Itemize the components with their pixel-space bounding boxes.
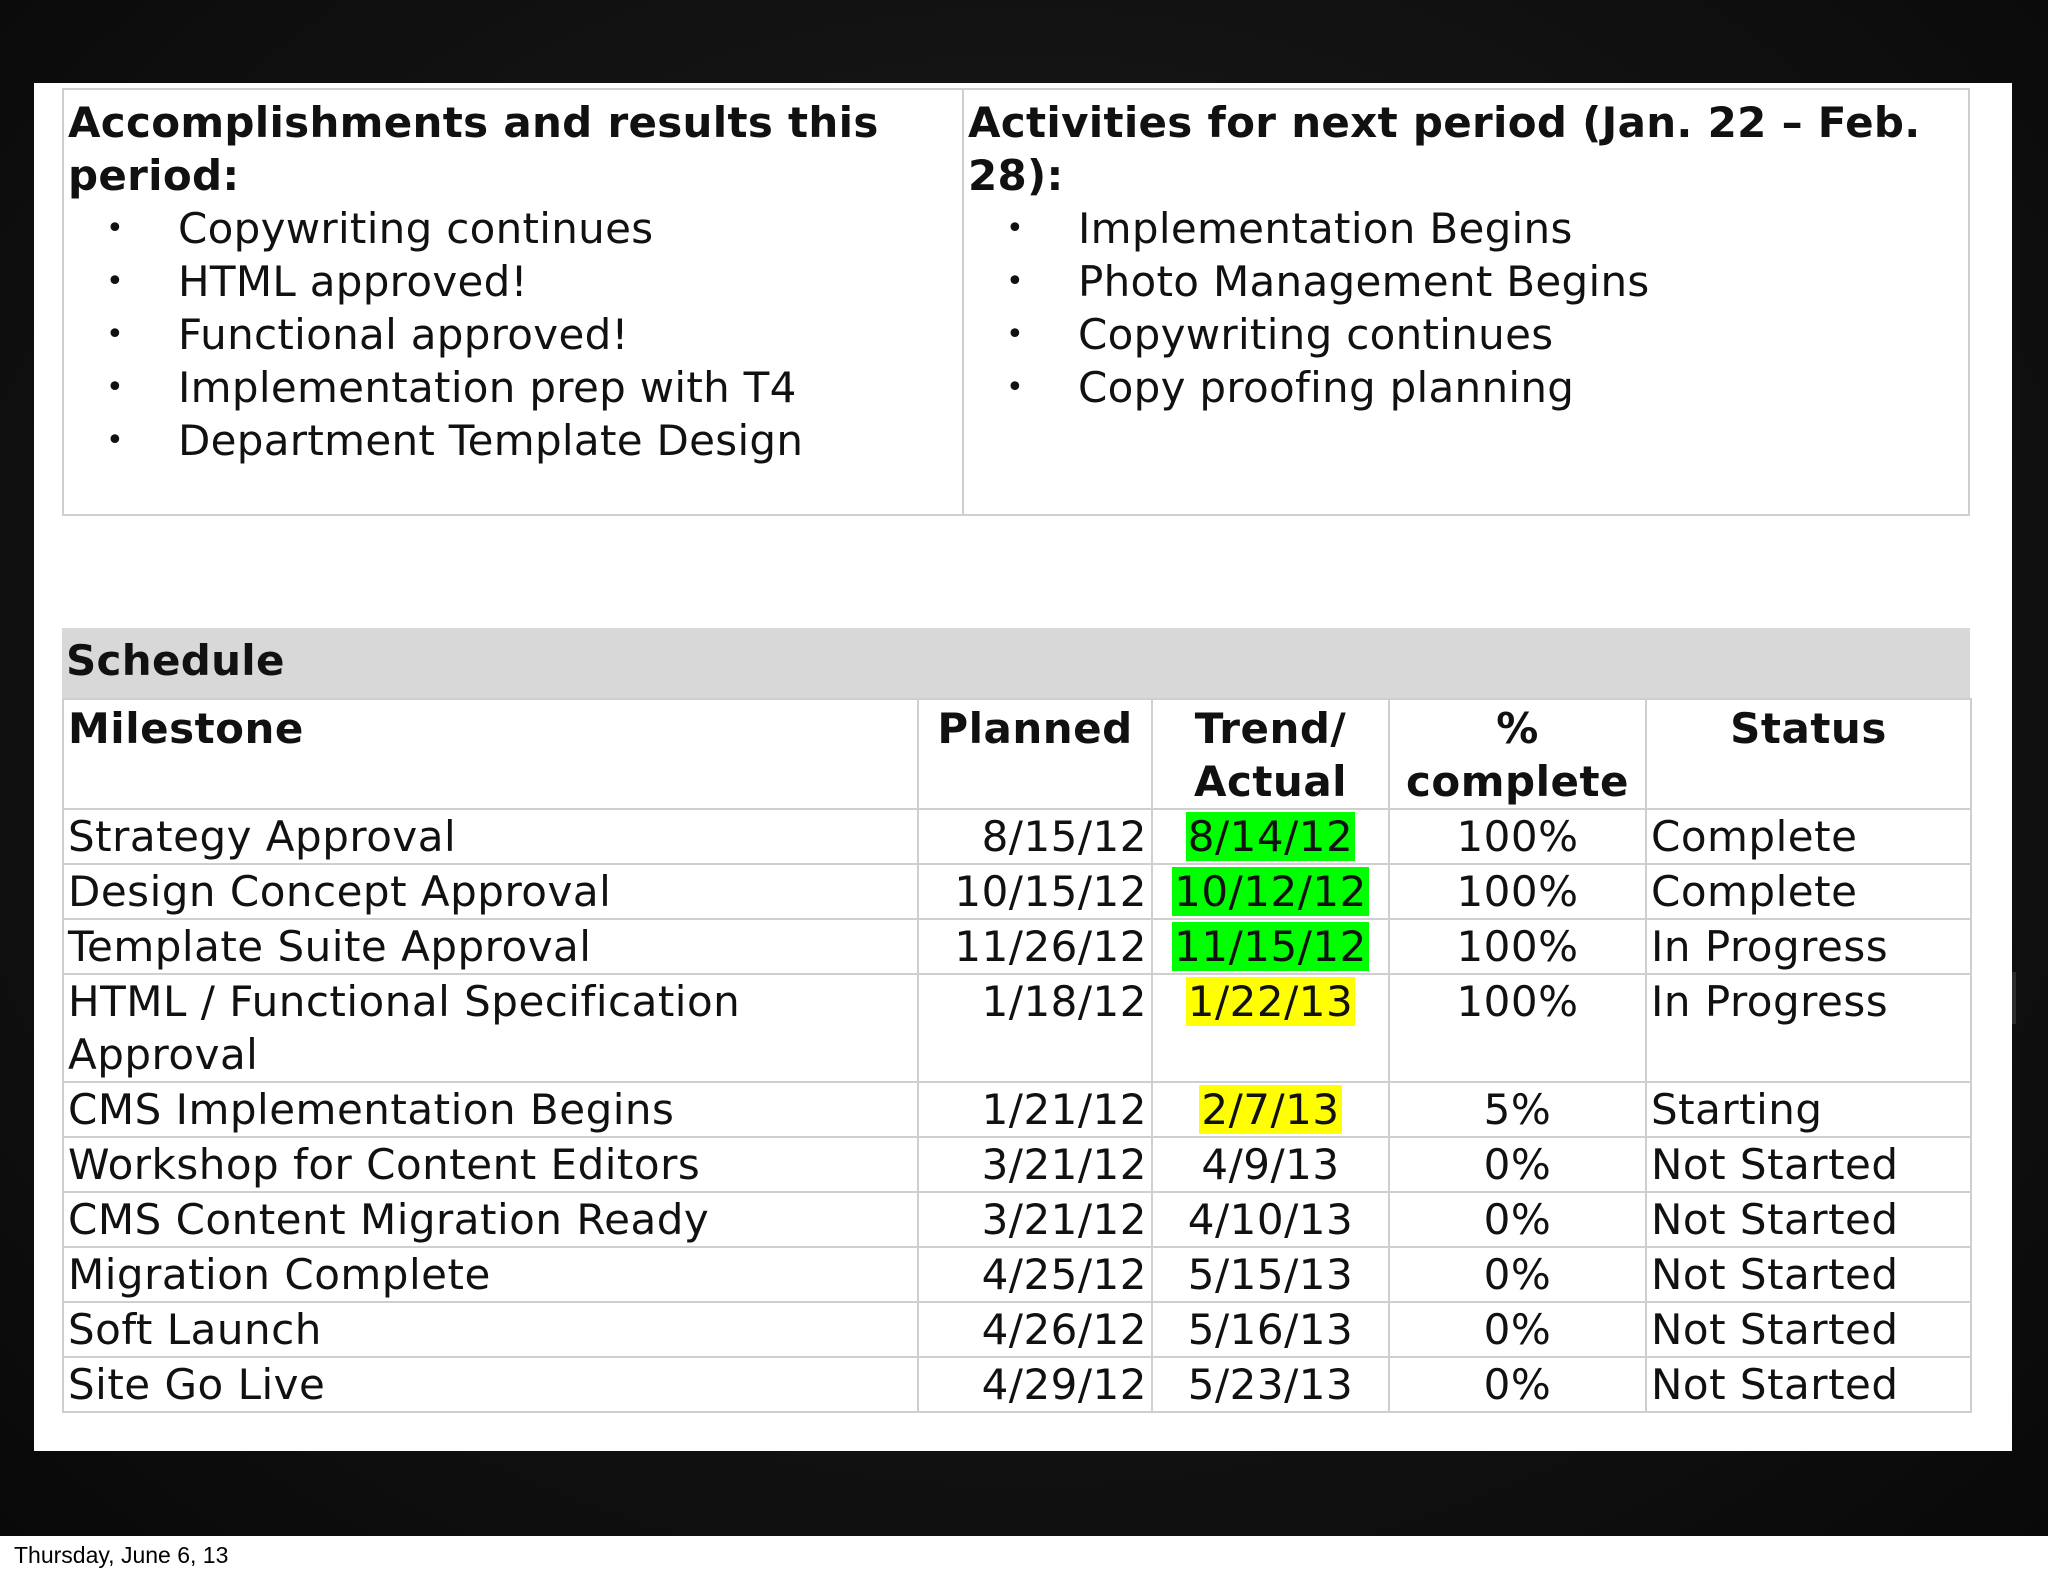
column-header-percent-complete: % complete — [1389, 699, 1646, 809]
bullet-icon: • — [106, 211, 124, 246]
trend-actual-value: 10/12/12 — [1174, 867, 1367, 916]
trend-actual-value: 11/15/12 — [1174, 922, 1367, 971]
percent-complete-cell: 5% — [1389, 1082, 1646, 1137]
accomplishments-list — [68, 202, 962, 467]
accomplishment-item — [68, 255, 962, 308]
status-cell: Not Started — [1646, 1192, 1971, 1247]
milestone-cell: Soft Launch — [63, 1302, 918, 1357]
status-summary-box — [62, 88, 1970, 516]
planned-date-cell: 1/21/12 — [918, 1082, 1152, 1137]
activity-item-text: Copywriting continues — [1078, 310, 1554, 359]
milestone-cell: Template Suite Approval — [63, 919, 918, 974]
schedule-row — [63, 919, 1971, 974]
percent-complete-cell: 0% — [1389, 1302, 1646, 1357]
planned-date-cell: 3/21/12 — [918, 1137, 1152, 1192]
trend-actual-value: 5/23/13 — [1187, 1360, 1354, 1409]
planned-date-cell: 4/25/12 — [918, 1247, 1152, 1302]
footer-strip — [0, 1536, 2048, 1576]
bullet-icon: • — [1006, 211, 1024, 246]
trend-actual-value: 4/10/13 — [1187, 1195, 1354, 1244]
bullet-icon: • — [1006, 370, 1024, 405]
milestone-cell: Strategy Approval — [63, 809, 918, 864]
milestone-cell: Workshop for Content Editors — [63, 1137, 918, 1192]
activity-item-text: Photo Management Begins — [1078, 257, 1650, 306]
accomplishments-heading: Accomplishments and results this period: — [68, 98, 879, 200]
percent-complete-cell: 0% — [1389, 1137, 1646, 1192]
trend-actual-value: 1/22/13 — [1187, 977, 1354, 1026]
accomplishment-item-text: Implementation prep with T4 — [178, 363, 797, 412]
column-header-trend-actual: Trend/ Actual — [1152, 699, 1389, 809]
trend-actual-cell — [1152, 1247, 1389, 1302]
planned-date-cell: 3/21/12 — [918, 1192, 1152, 1247]
accomplishment-item-text: Copywriting continues — [178, 204, 654, 253]
accomplishment-item — [68, 202, 962, 255]
activities-list — [968, 202, 1968, 414]
milestone-cell: Migration Complete — [63, 1247, 918, 1302]
trend-actual-cell — [1152, 1192, 1389, 1247]
column-header-milestone: Milestone — [63, 699, 918, 809]
trend-actual-cell — [1152, 1357, 1389, 1412]
activities-heading: Activities for next period (Jan. 22 – Feb. 28): — [968, 98, 1921, 200]
schedule-row — [63, 974, 1971, 1082]
trend-actual-value: 8/14/12 — [1187, 812, 1354, 861]
activity-item-text: Implementation Begins — [1078, 204, 1573, 253]
activity-item — [968, 308, 1968, 361]
schedule-header-row — [63, 699, 1971, 809]
schedule-row — [63, 1082, 1971, 1137]
schedule-row — [63, 1192, 1971, 1247]
status-cell: Not Started — [1646, 1247, 1971, 1302]
activity-item — [968, 255, 1968, 308]
milestone-cell: CMS Content Migration Ready — [63, 1192, 918, 1247]
percent-complete-cell: 0% — [1389, 1357, 1646, 1412]
schedule-row — [63, 1302, 1971, 1357]
percent-complete-cell: 100% — [1389, 864, 1646, 919]
accomplishment-item — [68, 361, 962, 414]
bullet-icon: • — [1006, 264, 1024, 299]
schedule-row — [63, 1247, 1971, 1302]
accomplishment-item-text: Department Template Design — [178, 416, 804, 465]
milestone-cell: HTML / Functional Specification Approval — [63, 974, 918, 1082]
column-header-planned: Planned — [918, 699, 1152, 809]
schedule-row — [63, 1357, 1971, 1412]
trend-actual-cell — [1152, 1082, 1389, 1137]
planned-date-cell: 4/29/12 — [918, 1357, 1152, 1412]
accomplishment-item — [68, 308, 962, 361]
activities-column — [964, 90, 1968, 514]
footer-date: Thursday, June 6, 13 — [14, 1542, 229, 1568]
trend-actual-value: 2/7/13 — [1201, 1085, 1340, 1134]
status-cell: Complete — [1646, 864, 1971, 919]
trend-actual-cell — [1152, 1302, 1389, 1357]
percent-complete-cell: 100% — [1389, 919, 1646, 974]
activity-item — [968, 361, 1968, 414]
bullet-icon: • — [106, 317, 124, 352]
status-cell: Complete — [1646, 809, 1971, 864]
schedule-table — [62, 698, 1972, 1413]
trend-actual-value: 4/9/13 — [1201, 1140, 1340, 1189]
column-header-status: Status — [1646, 699, 1971, 809]
milestone-cell: Site Go Live — [63, 1357, 918, 1412]
trend-actual-cell — [1152, 1137, 1389, 1192]
trend-actual-cell — [1152, 864, 1389, 919]
status-cell: Not Started — [1646, 1302, 1971, 1357]
status-cell: Starting — [1646, 1082, 1971, 1137]
planned-date-cell: 8/15/12 — [918, 809, 1152, 864]
planned-date-cell: 4/26/12 — [918, 1302, 1152, 1357]
status-cell: In Progress — [1646, 974, 1971, 1082]
percent-complete-cell: 0% — [1389, 1247, 1646, 1302]
activity-item — [968, 202, 1968, 255]
milestone-cell: Design Concept Approval — [63, 864, 918, 919]
trend-actual-cell — [1152, 974, 1389, 1082]
percent-complete-cell: 100% — [1389, 974, 1646, 1082]
schedule-body — [63, 809, 1971, 1412]
percent-complete-cell: 100% — [1389, 809, 1646, 864]
bullet-icon: • — [106, 264, 124, 299]
schedule-row — [63, 1137, 1971, 1192]
planned-date-cell: 11/26/12 — [918, 919, 1152, 974]
milestone-cell: CMS Implementation Begins — [63, 1082, 918, 1137]
accomplishment-item-text: Functional approved! — [178, 310, 629, 359]
trend-actual-value: 5/16/13 — [1187, 1305, 1354, 1354]
schedule-title: Schedule — [62, 628, 1970, 698]
bullet-icon: • — [106, 370, 124, 405]
bullet-icon: • — [1006, 317, 1024, 352]
status-cell: Not Started — [1646, 1137, 1971, 1192]
accomplishments-column — [64, 90, 964, 514]
status-cell: Not Started — [1646, 1357, 1971, 1412]
status-cell: In Progress — [1646, 919, 1971, 974]
activity-item-text: Copy proofing planning — [1078, 363, 1575, 412]
percent-complete-cell: 0% — [1389, 1192, 1646, 1247]
accomplishment-item-text: HTML approved! — [178, 257, 528, 306]
schedule-row — [63, 809, 1971, 864]
schedule-row — [63, 864, 1971, 919]
trend-actual-cell — [1152, 809, 1389, 864]
trend-actual-value: 5/15/13 — [1187, 1250, 1354, 1299]
bullet-icon: • — [106, 423, 124, 458]
planned-date-cell: 10/15/12 — [918, 864, 1152, 919]
planned-date-cell: 1/18/12 — [918, 974, 1152, 1082]
slide — [34, 83, 2012, 1451]
trend-actual-cell — [1152, 919, 1389, 974]
accomplishment-item — [68, 414, 962, 467]
